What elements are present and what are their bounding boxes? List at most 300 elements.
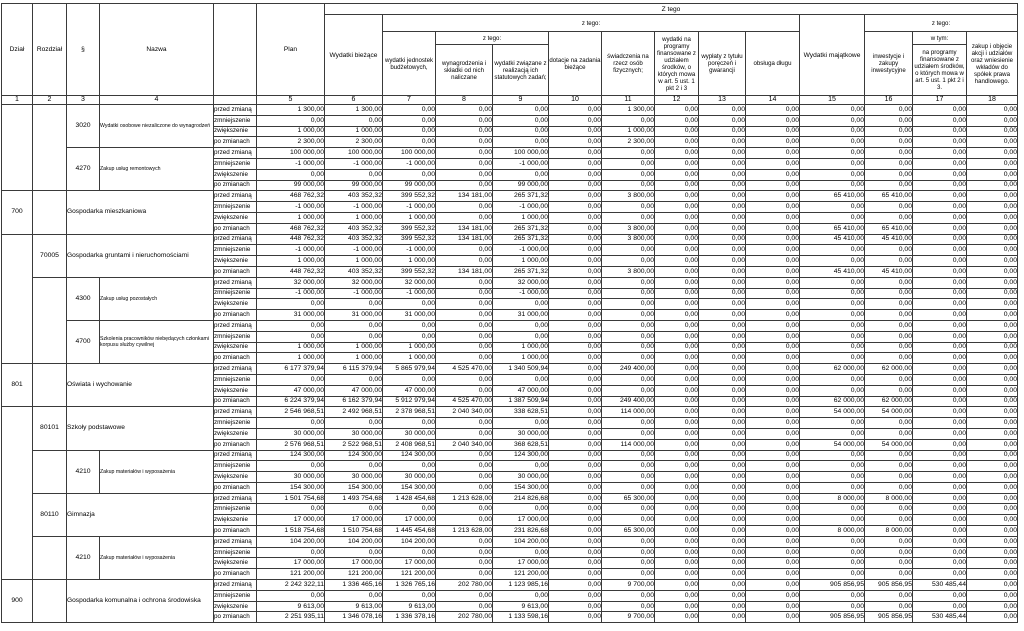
value-cell: 0,00: [699, 288, 746, 299]
value-cell: 0,00: [800, 418, 865, 429]
value-cell: 2 300,00: [325, 137, 383, 148]
column-number: 15: [800, 96, 865, 105]
header-obsluga-dlugu: obsługa długu: [746, 32, 800, 96]
value-cell: 0,00: [436, 569, 493, 580]
table-row: [2, 191, 1018, 202]
value-cell: 0,00: [865, 180, 913, 191]
value-cell: 0,00: [257, 299, 325, 310]
value-cell: 0,00: [746, 234, 800, 245]
value-cell: 0,00: [746, 558, 800, 569]
value-cell: 0,00: [967, 331, 1018, 342]
value-cell: 0,00: [913, 191, 967, 202]
value-cell: 0,00: [967, 158, 1018, 169]
table-row: [2, 493, 1018, 504]
column-number: 5: [257, 96, 325, 105]
row-label: zwiększenie: [214, 515, 257, 526]
value-cell: 0,00: [602, 601, 655, 612]
row-label: przed zmianą: [214, 277, 257, 288]
value-cell: 0,00: [549, 472, 602, 483]
value-cell: 0,00: [549, 331, 602, 342]
value-cell: 0,00: [602, 374, 655, 385]
value-cell: 0,00: [913, 126, 967, 137]
value-cell: 0,00: [602, 569, 655, 580]
value-cell: 124 300,00: [325, 450, 383, 461]
value-cell: 0,00: [655, 396, 699, 407]
value-cell: 0,00: [436, 342, 493, 353]
value-cell: 0,00: [655, 418, 699, 429]
value-cell: 1 000,00: [257, 342, 325, 353]
value-cell: 0,00: [746, 450, 800, 461]
value-cell: 0,00: [800, 212, 865, 223]
value-cell: 265 371,32: [493, 266, 549, 277]
value-cell: 0,00: [549, 169, 602, 180]
value-cell: 0,00: [967, 115, 1018, 126]
value-cell: 0,00: [655, 601, 699, 612]
row-label: przed zmianą: [214, 105, 257, 116]
row-label: po zmianach: [214, 180, 257, 191]
value-cell: 0,00: [913, 526, 967, 537]
row-label: po zmianach: [214, 310, 257, 321]
value-cell: 399 552,32: [383, 223, 436, 234]
value-cell: 0,00: [655, 148, 699, 159]
value-cell: 0,00: [967, 461, 1018, 472]
rozdzial-cell: 80101: [33, 407, 67, 450]
column-number: 14: [746, 96, 800, 105]
value-cell: 47 000,00: [383, 385, 436, 396]
value-cell: 3 800,00: [602, 234, 655, 245]
value-cell: 0,00: [493, 115, 549, 126]
value-cell: 0,00: [967, 180, 1018, 191]
value-cell: 0,00: [967, 612, 1018, 623]
value-cell: 65 410,00: [800, 191, 865, 202]
dzial-cell: 801: [2, 364, 33, 407]
value-cell: 0,00: [699, 580, 746, 591]
value-cell: 0,00: [383, 169, 436, 180]
value-cell: -1 000,00: [257, 288, 325, 299]
value-cell: 0,00: [655, 569, 699, 580]
value-cell: 104 200,00: [493, 536, 549, 547]
row-label: przed zmianą: [214, 148, 257, 159]
value-cell: 0,00: [913, 461, 967, 472]
value-cell: 30 000,00: [257, 428, 325, 439]
value-cell: 0,00: [746, 461, 800, 472]
value-cell: 0,00: [549, 256, 602, 267]
value-cell: 0,00: [865, 148, 913, 159]
value-cell: 403 352,32: [325, 191, 383, 202]
row-label: po zmianach: [214, 482, 257, 493]
value-cell: 1 428 454,68: [383, 493, 436, 504]
value-cell: 0,00: [746, 223, 800, 234]
value-cell: 0,00: [655, 331, 699, 342]
row-label: zwiększenie: [214, 472, 257, 483]
value-cell: 0,00: [549, 202, 602, 213]
value-cell: 0,00: [549, 482, 602, 493]
value-cell: 0,00: [913, 320, 967, 331]
value-cell: 134 181,00: [436, 191, 493, 202]
value-cell: 0,00: [746, 202, 800, 213]
value-cell: 0,00: [325, 331, 383, 342]
value-cell: 0,00: [913, 115, 967, 126]
value-cell: 0,00: [325, 461, 383, 472]
value-cell: 0,00: [913, 374, 967, 385]
table-row: [2, 105, 1018, 116]
value-cell: 0,00: [699, 601, 746, 612]
value-cell: 0,00: [549, 115, 602, 126]
value-cell: 0,00: [655, 364, 699, 375]
value-cell: 0,00: [865, 202, 913, 213]
value-cell: 0,00: [746, 407, 800, 418]
value-cell: 0,00: [746, 590, 800, 601]
value-cell: 1 000,00: [493, 256, 549, 267]
value-cell: 0,00: [655, 277, 699, 288]
value-cell: 0,00: [383, 418, 436, 429]
value-cell: 0,00: [549, 569, 602, 580]
row-label: zmniejszenie: [214, 590, 257, 601]
dzial-cell: 700: [2, 191, 33, 234]
value-cell: 2 378 968,51: [383, 407, 436, 418]
value-cell: 0,00: [436, 331, 493, 342]
value-cell: 0,00: [549, 180, 602, 191]
value-cell: 0,00: [865, 450, 913, 461]
value-cell: 0,00: [655, 212, 699, 223]
value-cell: 0,00: [699, 148, 746, 159]
value-cell: 0,00: [865, 374, 913, 385]
value-cell: 0,00: [602, 461, 655, 472]
value-cell: 368 628,51: [493, 439, 549, 450]
value-cell: 0,00: [602, 450, 655, 461]
value-cell: 0,00: [865, 105, 913, 116]
value-cell: 0,00: [257, 590, 325, 601]
value-cell: 0,00: [549, 612, 602, 623]
budget-rows: [2, 105, 1018, 623]
value-cell: 0,00: [699, 331, 746, 342]
header-wydatki-jednostek: wydatki jednostek budżetowych,: [383, 32, 436, 96]
value-cell: 0,00: [865, 418, 913, 429]
value-cell: 0,00: [865, 547, 913, 558]
value-cell: 0,00: [746, 526, 800, 537]
value-cell: 45 410,00: [800, 266, 865, 277]
value-cell: 0,00: [913, 536, 967, 547]
value-cell: 0,00: [549, 374, 602, 385]
value-cell: -1 000,00: [383, 202, 436, 213]
value-cell: 0,00: [325, 299, 383, 310]
value-cell: 100 000,00: [493, 148, 549, 159]
rozdzial-cell: 70005: [33, 234, 67, 277]
row-label: zwiększenie: [214, 299, 257, 310]
column-number: 4: [100, 96, 214, 105]
value-cell: 0,00: [967, 472, 1018, 483]
rozdzial-blank-cell: [33, 536, 67, 579]
value-cell: 399 552,32: [383, 191, 436, 202]
value-cell: 0,00: [913, 288, 967, 299]
row-label: zwiększenie: [214, 428, 257, 439]
row-label: po zmianach: [214, 137, 257, 148]
value-cell: 0,00: [699, 245, 746, 256]
value-cell: 0,00: [436, 202, 493, 213]
value-cell: 62 000,00: [800, 364, 865, 375]
value-cell: 0,00: [699, 428, 746, 439]
value-cell: 4 525 470,00: [436, 364, 493, 375]
value-cell: 0,00: [967, 277, 1018, 288]
value-cell: 0,00: [493, 320, 549, 331]
value-cell: 0,00: [967, 536, 1018, 547]
value-cell: 0,00: [967, 169, 1018, 180]
value-cell: 0,00: [549, 601, 602, 612]
name-cell: Zakup materiałów i wyposażenia: [100, 536, 214, 579]
header-wydatki-statutowe: wydatki związane z realizacją ich statutowych zadań;: [493, 45, 549, 96]
value-cell: 0,00: [257, 320, 325, 331]
value-cell: 124 300,00: [493, 450, 549, 461]
value-cell: 0,00: [436, 547, 493, 558]
value-cell: 0,00: [746, 105, 800, 116]
value-cell: 114 000,00: [602, 439, 655, 450]
value-cell: 0,00: [655, 180, 699, 191]
value-cell: 0,00: [800, 504, 865, 515]
value-cell: 1 000,00: [257, 126, 325, 137]
row-label: zwiększenie: [214, 558, 257, 569]
value-cell: 0,00: [325, 374, 383, 385]
value-cell: 0,00: [746, 504, 800, 515]
value-cell: -1 000,00: [493, 288, 549, 299]
value-cell: 265 371,32: [493, 191, 549, 202]
value-cell: 0,00: [746, 569, 800, 580]
header-wynagrodzenia: wynagrodzenia i składki od nich naliczane: [436, 45, 493, 96]
value-cell: 0,00: [699, 482, 746, 493]
column-number-blank: [214, 96, 257, 105]
value-cell: 0,00: [325, 320, 383, 331]
value-cell: 202 780,00: [436, 612, 493, 623]
value-cell: 0,00: [800, 148, 865, 159]
table-row: [2, 320, 1018, 331]
value-cell: 0,00: [436, 472, 493, 483]
value-cell: 0,00: [913, 569, 967, 580]
value-cell: 3 800,00: [602, 266, 655, 277]
value-cell: 65 410,00: [800, 223, 865, 234]
value-cell: 0,00: [967, 385, 1018, 396]
value-cell: 0,00: [436, 482, 493, 493]
value-cell: 0,00: [865, 461, 913, 472]
value-cell: 0,00: [383, 461, 436, 472]
value-cell: 0,00: [549, 450, 602, 461]
value-cell: 5 865 979,94: [383, 364, 436, 375]
value-cell: 0,00: [746, 385, 800, 396]
header-nazwa: Nazwa: [100, 4, 214, 96]
value-cell: 0,00: [549, 536, 602, 547]
value-cell: 202 780,00: [436, 580, 493, 591]
header-plan: Plan: [257, 4, 325, 96]
value-cell: 1 000,00: [602, 126, 655, 137]
value-cell: 0,00: [699, 536, 746, 547]
value-cell: 0,00: [746, 580, 800, 591]
value-cell: 0,00: [913, 148, 967, 159]
value-cell: 0,00: [699, 526, 746, 537]
header-z-tego: Z tego: [325, 4, 1018, 15]
value-cell: 0,00: [549, 353, 602, 364]
value-cell: 1 387 509,94: [493, 396, 549, 407]
value-cell: 0,00: [699, 223, 746, 234]
value-cell: 62 000,00: [865, 396, 913, 407]
row-label: przed zmianą: [214, 580, 257, 591]
value-cell: 0,00: [436, 374, 493, 385]
value-cell: 47 000,00: [493, 385, 549, 396]
value-cell: 0,00: [967, 234, 1018, 245]
value-cell: 0,00: [257, 374, 325, 385]
row-label: przed zmianą: [214, 191, 257, 202]
value-cell: 0,00: [493, 547, 549, 558]
paragraf-cell: 4300: [67, 277, 100, 320]
value-cell: 0,00: [436, 310, 493, 321]
budget-changes-table: [1, 3, 1018, 623]
value-cell: 54 000,00: [800, 407, 865, 418]
paragraf-cell: 4700: [67, 320, 100, 363]
value-cell: 0,00: [865, 256, 913, 267]
row-label: po zmianach: [214, 439, 257, 450]
dzial-blank-cell: [2, 105, 33, 191]
value-cell: 1 336 465,16: [325, 580, 383, 591]
value-cell: 0,00: [699, 515, 746, 526]
value-cell: 0,00: [549, 148, 602, 159]
value-cell: 0,00: [913, 137, 967, 148]
value-cell: 0,00: [913, 256, 967, 267]
value-cell: 65 300,00: [602, 493, 655, 504]
value-cell: 0,00: [865, 590, 913, 601]
value-cell: 30 000,00: [383, 472, 436, 483]
value-cell: 0,00: [655, 590, 699, 601]
value-cell: 0,00: [655, 137, 699, 148]
value-cell: 0,00: [325, 590, 383, 601]
value-cell: 4 525 470,00: [436, 396, 493, 407]
rozdzial-blank-cell: [33, 277, 67, 363]
value-cell: 104 200,00: [325, 536, 383, 547]
value-cell: 1 133 598,16: [493, 612, 549, 623]
value-cell: 0,00: [865, 342, 913, 353]
value-cell: 121 200,00: [493, 569, 549, 580]
value-cell: 134 181,00: [436, 223, 493, 234]
row-label: przed zmianą: [214, 364, 257, 375]
row-label: zwiększenie: [214, 169, 257, 180]
value-cell: 30 000,00: [493, 428, 549, 439]
value-cell: 17 000,00: [257, 558, 325, 569]
value-cell: 0,00: [913, 590, 967, 601]
row-label: po zmianach: [214, 526, 257, 537]
value-cell: 0,00: [913, 482, 967, 493]
value-cell: 0,00: [699, 396, 746, 407]
value-cell: 0,00: [383, 126, 436, 137]
column-number: 9: [493, 96, 549, 105]
value-cell: 5 912 979,94: [383, 396, 436, 407]
value-cell: 124 300,00: [383, 450, 436, 461]
value-cell: 0,00: [655, 191, 699, 202]
value-cell: 0,00: [436, 320, 493, 331]
value-cell: 0,00: [967, 266, 1018, 277]
value-cell: 0,00: [800, 299, 865, 310]
header-paragraf: §: [67, 4, 100, 96]
value-cell: 0,00: [699, 169, 746, 180]
value-cell: 0,00: [699, 364, 746, 375]
value-cell: 0,00: [746, 158, 800, 169]
value-cell: 1 300,00: [325, 105, 383, 116]
value-cell: 1 326 765,16: [383, 580, 436, 591]
value-cell: 0,00: [602, 385, 655, 396]
value-cell: 0,00: [325, 115, 383, 126]
value-cell: 530 485,44: [913, 580, 967, 591]
value-cell: 0,00: [746, 482, 800, 493]
value-cell: 0,00: [436, 428, 493, 439]
value-cell: 0,00: [549, 580, 602, 591]
value-cell: 121 200,00: [325, 569, 383, 580]
value-cell: 0,00: [913, 428, 967, 439]
name-cell: Oświata i wychowanie: [67, 364, 214, 407]
value-cell: 0,00: [699, 439, 746, 450]
value-cell: 0,00: [436, 169, 493, 180]
column-number: 2: [33, 96, 67, 105]
value-cell: 0,00: [746, 601, 800, 612]
value-cell: 0,00: [967, 407, 1018, 418]
value-cell: 0,00: [800, 256, 865, 267]
value-cell: 0,00: [699, 277, 746, 288]
value-cell: 17 000,00: [325, 515, 383, 526]
value-cell: 0,00: [913, 169, 967, 180]
value-cell: 0,00: [967, 353, 1018, 364]
value-cell: 0,00: [655, 515, 699, 526]
value-cell: 1 000,00: [493, 353, 549, 364]
value-cell: 0,00: [655, 472, 699, 483]
value-cell: 0,00: [865, 472, 913, 483]
value-cell: 0,00: [800, 374, 865, 385]
column-number: 18: [967, 96, 1018, 105]
value-cell: 0,00: [436, 418, 493, 429]
value-cell: 1 300,00: [257, 105, 325, 116]
row-label: zmniejszenie: [214, 504, 257, 515]
value-cell: 0,00: [493, 126, 549, 137]
value-cell: -1 000,00: [325, 288, 383, 299]
value-cell: 0,00: [913, 504, 967, 515]
value-cell: 1 510 754,68: [325, 526, 383, 537]
value-cell: 0,00: [549, 310, 602, 321]
value-cell: 0,00: [602, 158, 655, 169]
value-cell: 0,00: [436, 180, 493, 191]
value-cell: 0,00: [913, 385, 967, 396]
value-cell: 0,00: [746, 137, 800, 148]
dzial-blank-cell: [2, 407, 33, 580]
name-cell: Gimnazja: [67, 493, 214, 536]
value-cell: 2 242 322,11: [257, 580, 325, 591]
value-cell: 9 700,00: [602, 612, 655, 623]
value-cell: 0,00: [257, 418, 325, 429]
value-cell: 0,00: [865, 353, 913, 364]
value-cell: 0,00: [436, 536, 493, 547]
value-cell: 0,00: [602, 558, 655, 569]
value-cell: 0,00: [655, 428, 699, 439]
value-cell: 0,00: [865, 331, 913, 342]
table-row: [2, 148, 1018, 159]
value-cell: 0,00: [436, 148, 493, 159]
value-cell: 0,00: [549, 212, 602, 223]
value-cell: 0,00: [549, 385, 602, 396]
value-cell: 0,00: [865, 601, 913, 612]
value-cell: 0,00: [655, 288, 699, 299]
value-cell: 45 410,00: [800, 234, 865, 245]
value-cell: 0,00: [913, 472, 967, 483]
row-label: zmniejszenie: [214, 288, 257, 299]
value-cell: 0,00: [699, 612, 746, 623]
value-cell: 0,00: [655, 342, 699, 353]
name-cell: Zakup usług pozostałych: [100, 277, 214, 320]
value-cell: 17 000,00: [383, 558, 436, 569]
value-cell: 0,00: [865, 212, 913, 223]
name-cell: Szkolenia pracowników niebędących członkami korpusu służby cywilnej: [100, 320, 214, 363]
row-label: zmniejszenie: [214, 461, 257, 472]
